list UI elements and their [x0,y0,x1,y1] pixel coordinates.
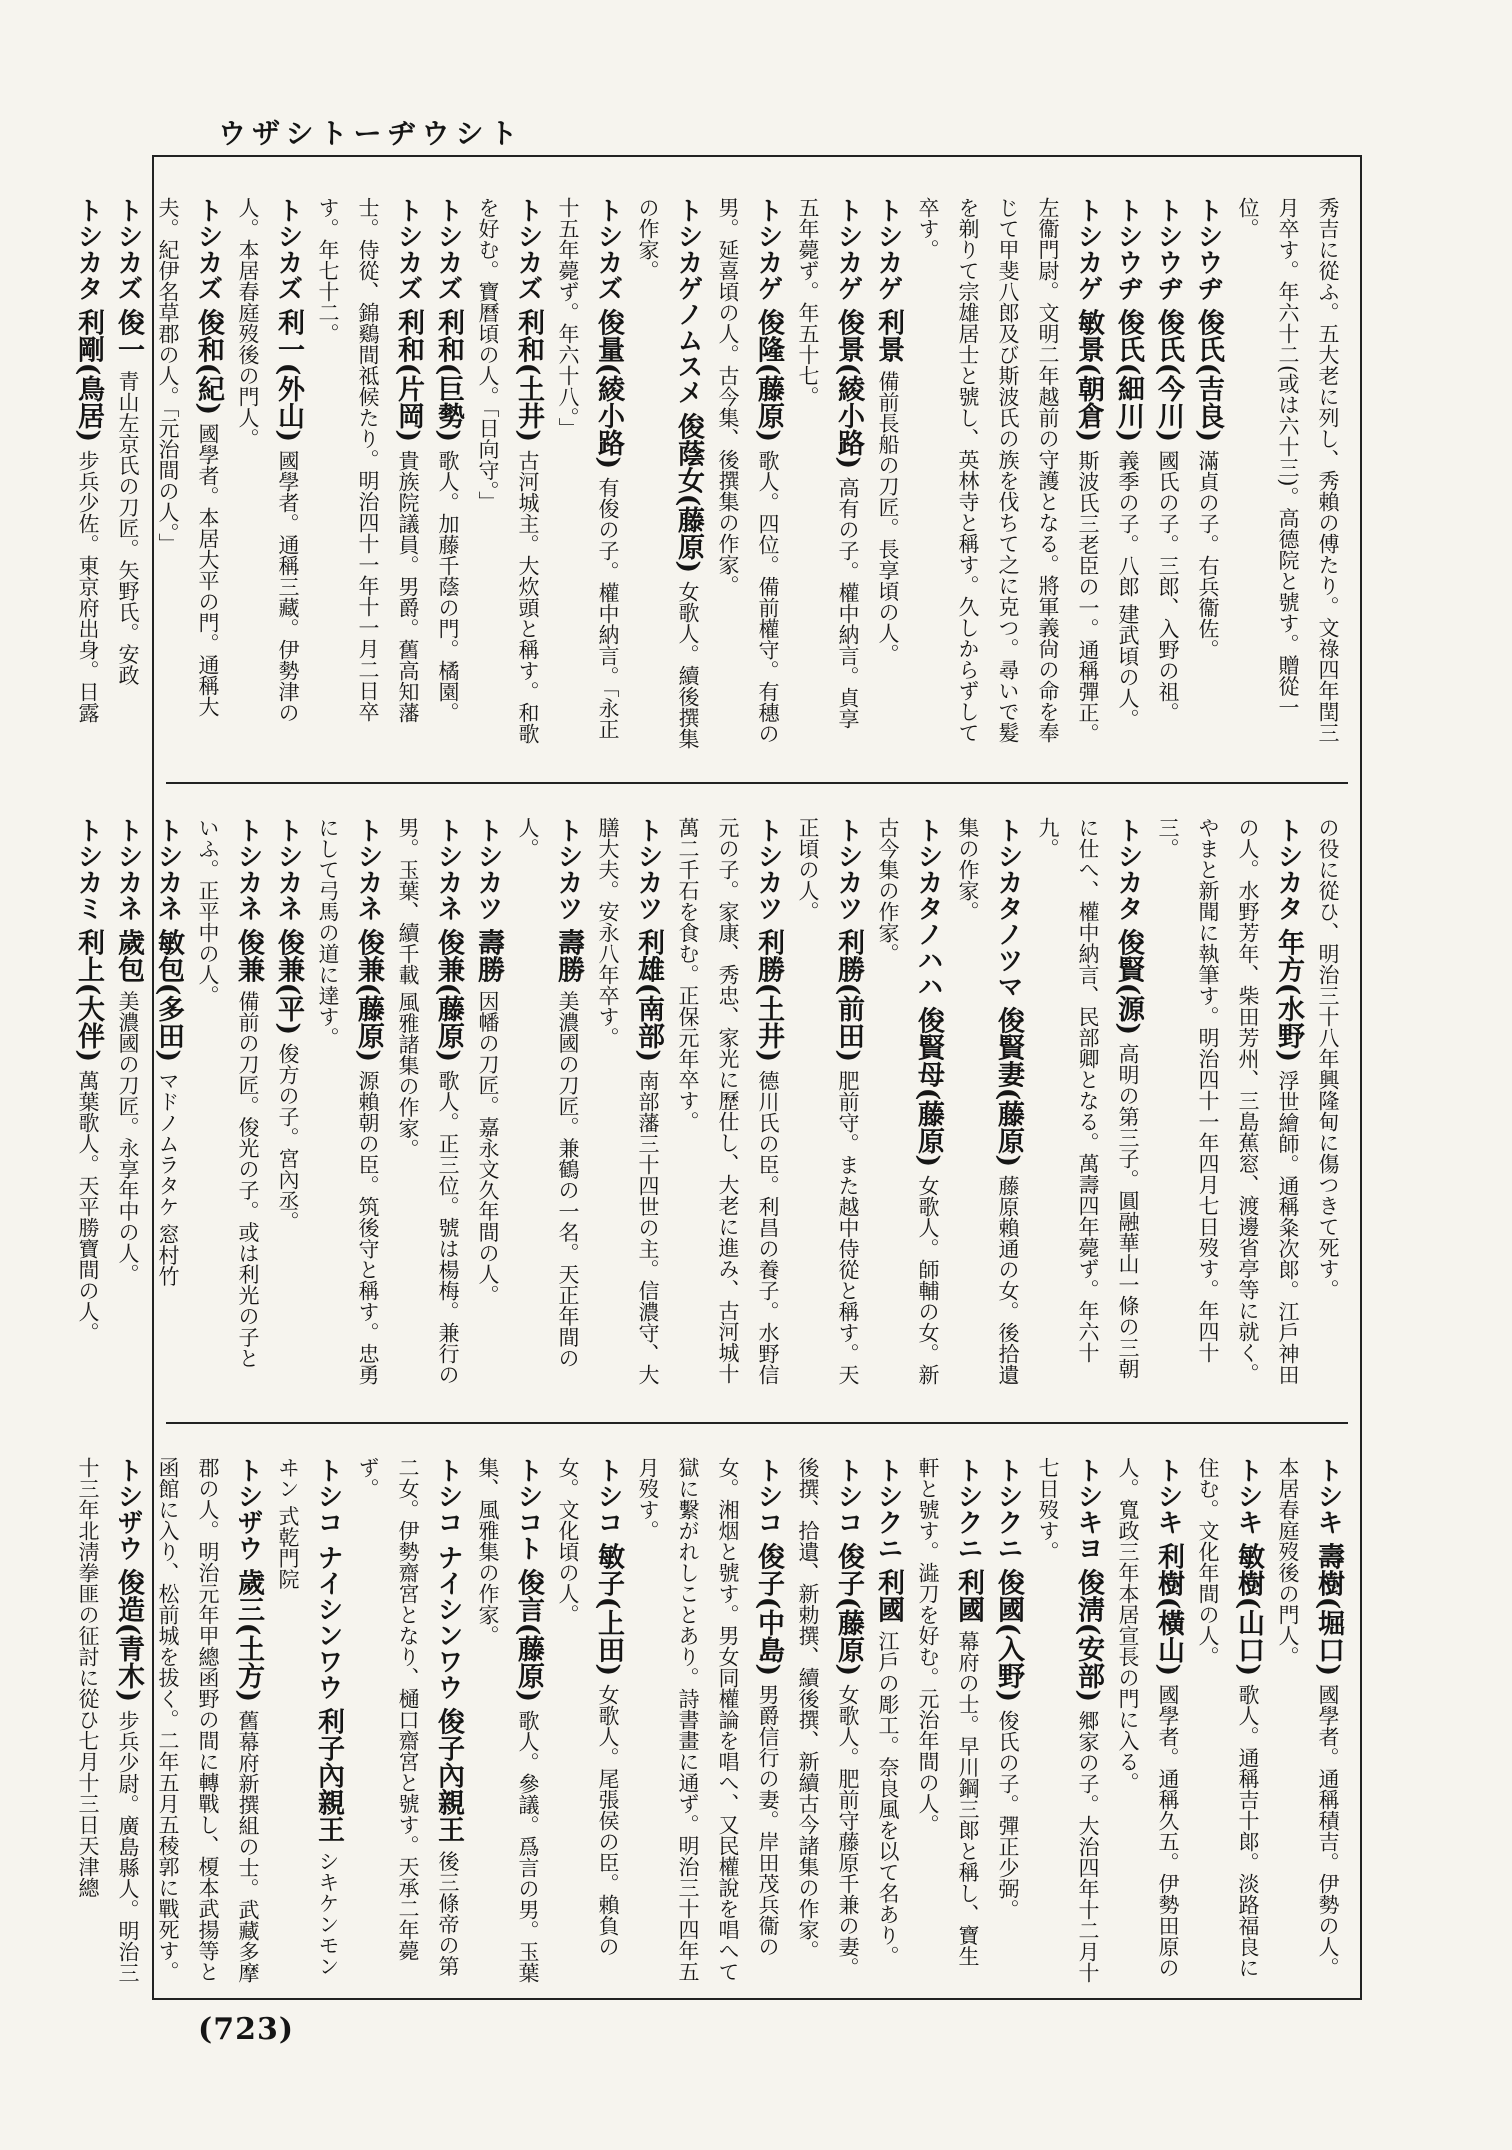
entry-kana: トシカツ [633,817,663,921]
dictionary-entry [108,197,148,749]
entry-kana: トシカズ [193,197,223,301]
entry-headword: 利雄(南部) [633,928,664,1063]
entry-kana: トシキ [1153,1457,1183,1535]
entry-headword: 俊子內親王 [433,1707,464,1843]
entry-kana: トシカズ [513,197,543,301]
entry-kana: トシカゲノムスメ [673,197,703,405]
entry-headword: 俊淸(安部) [1073,1568,1104,1703]
entry-description: 步兵少佐。東京府出身。日露 [76,449,100,723]
entry-description: 國學者。通稱久五。伊勢田原の人。寬政三年本居宣長の門に入る。 [1116,1457,1180,1978]
dictionary-entry [988,1457,1028,1985]
entry-description: 美濃國の刀匠。兼鶴の一名。天正年間の人。 [516,817,580,1369]
dictionary-entry [948,817,1028,1389]
dictionary-page-frame [73,155,1362,2000]
entry-headword: 敏子(上田) [593,1542,624,1677]
entry-kana: トシカズ [593,197,623,301]
entry-kana: トシカネ [273,817,303,921]
entry-description: 國學者。通稱積吉。伊勢の人。本居春庭歿後の門人。 [1276,1457,1340,1978]
entry-description: 高有の子。權中納言。貞享五年薨ず。年五十七。 [796,197,860,729]
entry-description: 美濃國の刀匠。永享年中の人。 [116,990,140,1285]
entry-description: 備前の刀匠。俊光の子。或は利光の子といふ。正平中の人。 [196,817,260,1369]
dictionary-entry [1188,197,1228,749]
entry-description: 青山左京氏の刀匠。矢野氏。安政 [116,370,140,686]
entry-kana: トシコト [513,1457,543,1561]
entry-kana: トシカツ [553,817,583,921]
dictionary-entry [428,197,468,749]
entry-description: 有俊の子。權中納言。「永正十五年薨ず。年六十八。」 [556,197,620,740]
dictionary-entry [268,1457,348,1985]
tier-middle [73,817,1348,1389]
entry-description: 江戶の彫工。奈良風を以て名あり。 [876,1630,900,1967]
entry-kana: トシカネ [233,817,263,921]
entry-headword: 俊氏(吉良) [1193,308,1224,443]
dictionary-entry [1308,817,1348,1389]
entry-kana: トシカタ [1113,817,1143,921]
entry-kana: トシコ ナイシンワウ [433,1457,463,1701]
dictionary-entry [1108,197,1148,749]
entry-kana: トシカツ [833,817,863,921]
entry-kana: トシクニ [993,1457,1023,1561]
dictionary-entry [1148,817,1308,1389]
entry-headword: 俊賢母(藤原) [913,1006,944,1168]
entry-kana: トシクニ [873,1457,903,1561]
entry-kana: トシカツ [473,817,503,921]
entry-description: 俊氏の子。彈正少弼。 [996,1709,1020,1920]
entry-description: 俊方の子。宮內丞。 [276,1042,300,1232]
entry-kana: トシウヂ [1113,197,1143,301]
entry-kana: トシカタノツマ [993,817,1023,999]
entry-description: 國學者。本居大平の門。通稱大夫。紀伊名草郡の人。「元治間の人。」 [156,197,220,717]
entry-description: 秀吉に從ふ。五大老に列し、秀賴の傅たり。文祿四年閏三月卒す。年六十二(或は六十三)。高德院と號す。贈從一位。 [1236,197,1340,743]
entry-description: 歌人。四位。備前權守。有穗の男。延喜頃の人。古今集、後撰集の作家。 [716,197,780,744]
entry-headword: 歲包 [113,928,144,983]
entry-kana: トシカネ [433,817,463,921]
dictionary-entry [1148,197,1188,749]
entry-description: 備前長船の刀匠。長享頃の人。 [876,370,900,665]
dictionary-entry [148,197,228,749]
dictionary-entry [188,817,268,1389]
entry-headword: 俊兼(藤原) [433,928,464,1063]
entry-kana: トシキ [1233,1457,1263,1535]
dictionary-entry [548,1457,628,1985]
entry-headword: 利剛(鳥居) [73,308,104,443]
entry-kana: トシカゲ [753,197,783,301]
entry-description: 女歌人。肥前守藤原千兼の妻。後撰、拾遺、新勅撰、續後撰、新續古今諸集の作家。 [796,1457,860,1978]
dictionary-entry [868,817,948,1389]
running-header: ウザシトーヂウシト [218,117,524,150]
page-number: (723) [198,2012,295,2047]
entry-description: 幕府の士。早川鋼三郞と稱し、寶生軒と號す。澁刀を好む。元治年間の人。 [916,1457,980,1967]
dictionary-entry [108,817,148,1389]
entry-kana: トシクニ [953,1457,983,1561]
entry-description: 斯波氏三老臣の一。通稱彈正。左衞門尉。文明二年越前の守護となる。將軍義尙の命を奉じて甲斐八郎及び斯波氏の族を伐ちて之に克つ。尋いで髮を剃りて宗雄居士と號し、英林寺と稱す。久しからずして卒す。 [916,197,1100,744]
entry-kana: トシザウ [233,1457,263,1561]
entry-kana: トシカタノハハ [913,817,943,999]
entry-headword: 敏包(多田) [153,928,184,1063]
dictionary-entry [308,197,428,749]
dictionary-entry [788,1457,868,1985]
entry-description: 歌人。正三位。號は楊梅。兼行の男。玉葉、續千載 風雅諸集の作家。 [396,817,460,1385]
entry-description: 歌人。參議。爲言の男。玉葉集、風雅集の作家。 [476,1457,540,1983]
tier-bottom [76,1457,1348,1985]
dictionary-entry [1268,1457,1348,1985]
entry-description: 滿貞の子。右兵衞佐。 [1196,449,1220,660]
entry-kana: トシキ [1313,1457,1343,1535]
entry-headword: 俊景(綾小路) [833,308,864,470]
entry-headword: 俊隆(藤原) [753,308,784,443]
entry-headword: 利勝(前田) [833,928,864,1063]
entry-description: 義季の子。八郎 建武頃の人。 [1116,449,1140,730]
entry-headword: 俊兼(藤原) [353,928,384,1063]
dictionary-entry [68,817,108,1389]
entry-description: 女歌人。師輔の女。新古今集の作家。 [876,817,940,1385]
entry-headword: 利景 [873,308,904,363]
entry-headword: 年方(水野) [1273,928,1304,1063]
dictionary-entry [868,197,908,749]
entry-description: 男爵信行の妻。岸田茂兵衞の女。湘烟と號す。男女同權論を唱へ、又民權說を唱へて獄に繫がれしことあり。詩書畫に通ず。明治三十四年五月歿す。 [636,1457,780,1982]
dictionary-entry [908,197,1108,749]
entry-kana: トシカネ [353,817,383,921]
dictionary-entry [628,1457,788,1985]
entry-headword: 俊賢(源) [1113,928,1144,1036]
entry-kana: トシカズ [113,197,143,301]
dictionary-entry [1028,817,1148,1389]
entry-headword: 利國 [873,1568,904,1623]
entry-kana: トシキヨ [1073,1457,1103,1561]
entry-headword: 利和(巨勢) [433,308,464,443]
entry-headword: 俊蔭女(藤原) [673,412,704,574]
entry-description: 舊幕府新撰組の士。武藏多摩郡の人。明治元年甲總函野の間に轉戰し、榎本武揚等と函館に入り、松前城を拔く。二年五月五稜郭に戰死す。 [156,1457,260,1983]
entry-headword: 利上(大伴) [73,928,104,1063]
tier-divider [166,782,1348,784]
entry-headword: 敏景(朝倉) [1073,308,1104,443]
entry-description: 歌人。通稱吉十郞。淡路福良に住む。文化年間の人。 [1196,1457,1260,1978]
entry-headword: 壽樹(堀口) [1313,1542,1344,1677]
entry-kana: トシカネ [153,817,183,921]
dictionary-entry [1188,1457,1268,1985]
entry-headword: 俊造(青木) [113,1568,144,1703]
entry-headword: 利和(片岡) [393,308,424,443]
entry-kana: トシウヂ [1153,197,1183,301]
entry-headword: 俊言(藤原) [513,1568,544,1703]
dictionary-entry [268,817,308,1389]
entry-description: 德川氏の臣。利昌の養子。水野信元の子。家康、秀忠、家光に歷仕し、大老に進み、古河城十萬二千石を食む。正保元年卒す。 [676,817,780,1385]
entry-kana: トシカゲ [1073,197,1103,301]
dictionary-entry [548,197,628,749]
entry-description: 郷家の子。大治四年十二月十七日歿す。 [1036,1457,1100,1983]
entry-headword: 俊兼 [233,928,264,983]
entry-headword: 俊和(紀) [193,308,224,416]
dictionary-entry [308,817,388,1389]
dictionary-entry [348,1457,468,1985]
entry-headword: 利樹(橫山) [1153,1542,1184,1677]
entry-headword: 俊量(綾小路) [593,308,624,470]
entry-headword: 俊子(中島) [753,1542,784,1677]
entry-description: シキケンモンヰン 式乾門院 [276,1457,340,1977]
entry-description: 貴族院議員。男爵。舊高知藩士。侍從、錦鷄間祗候たり。明治四十一年十一月二日卒す。年七十二。 [316,197,420,723]
entry-kana: トシコ ナイシンワウ [313,1457,343,1701]
dictionary-entry [1028,1457,1108,1985]
tier-top [73,197,1348,749]
entry-description: 高明の第三子。圓融華山一條の三朝に仕へ、權中納言、民部卿となる。萬壽四年薨ず。年六十九。 [1036,817,1140,1379]
entry-headword: 利國 [953,1568,984,1623]
dictionary-entry [228,197,308,749]
entry-kana: トシカズ [273,197,303,301]
entry-description: 國學者。通稱三藏。伊勢津の人。本居春庭歿後の門人。 [236,197,300,723]
entry-headword: 俊氏(今川) [1153,308,1184,443]
dictionary-entry [388,817,468,1389]
tier-divider [166,1422,1348,1424]
dictionary-entry [788,197,868,749]
entry-description: 古河城主。大炊頭と稱す。和歌を好む。寶曆頃の人。「日向守。」 [476,197,540,744]
dictionary-entry [1108,1457,1188,1985]
entry-headword: 俊子(藤原) [833,1542,864,1677]
entry-kana: トシコ [593,1457,623,1535]
dictionary-entry [468,197,548,749]
entry-headword: 俊賢妻(藤原) [993,1006,1024,1168]
entry-description: 源賴朝の臣。筑後守と稱す。忠勇にして弓馬の道に達す。 [316,817,380,1385]
entry-description: 浮世繪師。通稱粂次郞。江戶神田の人。水野芳年、柴田芳州、三島蕉窓、渡邊省亭等に就く。やまと新聞に執筆す。明治四十一年四月七日歿す。年四十三。 [1156,817,1300,1385]
entry-description: 後三條帝の第二女。伊勢齋宮となり、樋口齋宮と號す。天承二年薨ず。 [356,1457,460,1977]
entry-description: 肥前守。また越中侍從と稱す。天正頃の人。 [796,817,860,1385]
entry-kana: トシカズ [433,197,463,301]
entry-description: の役に從ひ、明治三十八年興隆甸に傷つきて死す。 [1316,817,1340,1300]
entry-kana: トシカネ [113,817,143,921]
entry-headword: 利子內親王 [313,1707,344,1843]
entry-headword: 壽勝 [553,928,584,983]
entry-description: マドノムラタケ 窓村竹 [156,1069,180,1287]
entry-description: 歌人。加藤千蔭の門。橘園。 [436,449,460,723]
entry-headword: 利勝(土井) [753,928,784,1063]
entry-headword: 利和(土井) [513,308,544,443]
entry-kana: トシカズ [393,197,423,301]
dictionary-entry [68,1457,148,1985]
entry-kana: トシカタ [1273,817,1303,921]
dictionary-entry [788,817,868,1389]
entry-description: 女歌人。尾張侯の臣。賴負の女。文化頃の人。 [556,1457,620,1957]
dictionary-entry [148,817,188,1389]
entry-headword: 壽勝 [473,928,504,983]
dictionary-entry [708,197,788,749]
entry-description: 女歌人。續後撰集の作家。 [636,197,700,749]
entry-headword: 俊國(入野) [993,1568,1024,1703]
entry-headword: 敏樹(山口) [1233,1542,1264,1677]
entry-description: 因幡の刀匠。嘉永文久年間の人。 [476,990,500,1306]
dictionary-entry [68,197,108,749]
dictionary-entry [468,817,508,1389]
entry-kana: トシカツ [753,817,783,921]
entry-kana: トシザウ [113,1457,143,1561]
dictionary-entry [468,1457,548,1985]
entry-headword: 歲三(土方) [233,1568,264,1703]
entry-kana: トシカゲ [833,197,863,301]
dictionary-entry [508,817,588,1389]
dictionary-entry [868,1457,908,1985]
entry-kana: トシカミ [73,817,103,921]
dictionary-entry [1228,197,1348,749]
dictionary-entry [588,817,668,1389]
entry-kana: トシコ [753,1457,783,1535]
entry-description: 國氏の子。三郎、入野の祖。 [1156,449,1180,723]
dictionary-entry [668,817,788,1389]
entry-description: 萬葉歌人。天平勝寶間の人。 [76,1069,100,1343]
entry-kana: トシウヂ [1193,197,1223,301]
dictionary-entry [148,1457,268,1985]
entry-headword: 俊氏(細川) [1113,308,1144,443]
entry-headword: 俊兼(平) [273,928,304,1036]
entry-kana: トシカタ [73,197,103,301]
entry-description: 步兵少尉。廣島縣人。明治三十三年北淸拳匪の征討に從ひ七月十三日天津總 [76,1457,140,1983]
entry-description: 南部藩三十四世の主。信濃守、大膳大夫。安永八年卒す。 [596,817,660,1385]
entry-headword: 利一(外山) [273,308,304,443]
dictionary-entry [908,1457,988,1985]
entry-kana: トシカゲ [873,197,903,301]
entry-description: 藤原賴通の女。後拾遺集の作家。 [956,817,1020,1385]
dictionary-entry [628,197,708,749]
entry-kana: トシコ [833,1457,863,1535]
entry-headword: 俊一 [113,308,144,363]
